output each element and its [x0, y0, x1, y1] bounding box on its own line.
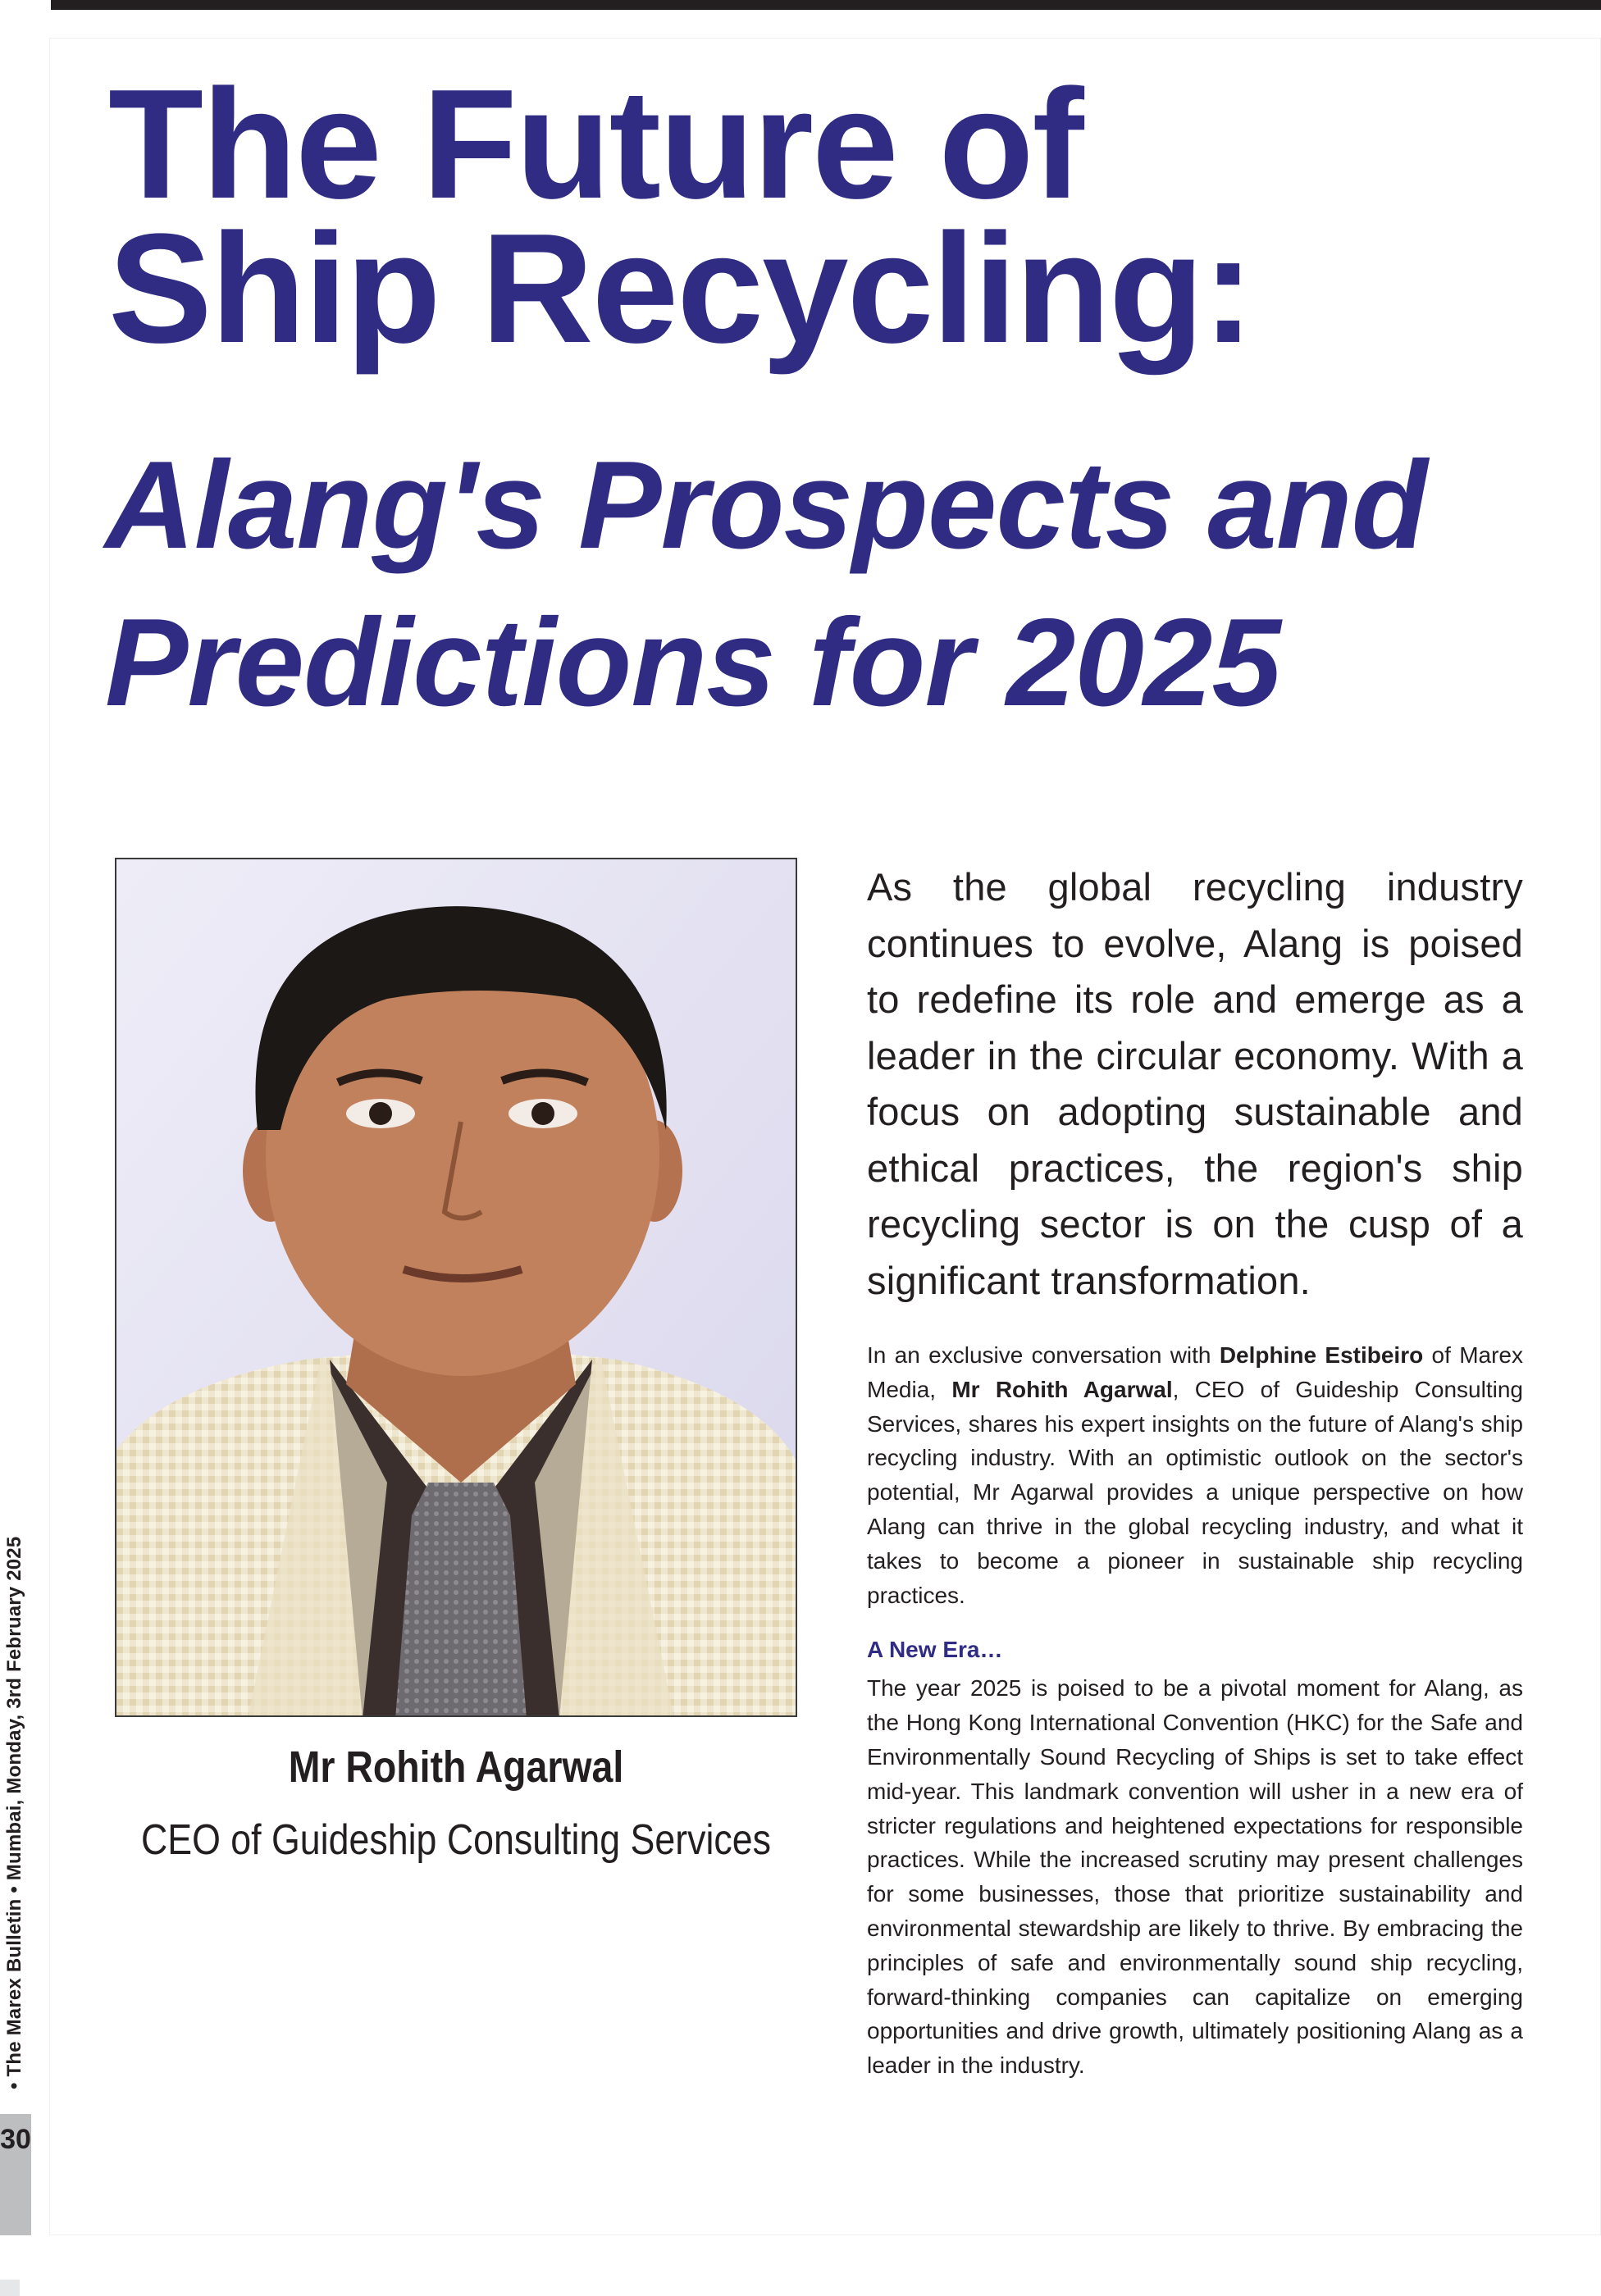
- title-line-1: The Future of: [108, 57, 1083, 231]
- page-number: 30: [0, 2124, 31, 2155]
- article-body-column: [867, 859, 1523, 2083]
- photo-caption-role: CEO of Guideship Consulting Services: [140, 1816, 772, 1864]
- body-paragraph-1: [867, 1338, 1523, 1612]
- interviewee-name: Mr Rohith Agarwal: [951, 1376, 1173, 1402]
- running-head: • The Marex Bulletin • Mumbai, Monday, 3rd February 2025: [3, 1536, 25, 2089]
- body-paragraph-2: The year 2025 is poised to be a pivotal moment for Alang, as the Hong Kong International Convention (HKC) for the Safe and Environmentally Sound Recycling of Ships is set to take effect mid-year. This landmark convention will usher in a new era of stricter regulations and heightened expectations for responsible practices. While the increased scrutiny may present challenges for some businesses, those that prioritize sustainability and environmental stewardship are likely to thrive. By embracing the principles of safe and environmentally sound ship recycling, forward-thinking companies can capitalize on emerging opportunities and drive growth, ultimately positioning Alang as a leader in the industry.: [867, 1675, 1523, 2079]
- photo-caption-name: Mr Rohith Agarwal: [288, 1742, 624, 1792]
- section-subhead: A New Era…: [867, 1637, 1003, 1663]
- corner-mark: [0, 2280, 20, 2296]
- interviewer-name: Delphine Estibeiro: [1219, 1342, 1424, 1368]
- top-rule: [51, 0, 1601, 10]
- title-line-2: Ship Recycling:: [108, 202, 1253, 376]
- portrait-photo: [115, 858, 797, 1717]
- subtitle-line-2: Predictions for 2025: [105, 593, 1280, 732]
- article-title: [108, 57, 1552, 376]
- subtitle-line-1: Alang's Prospects and: [105, 435, 1427, 575]
- article-subtitle: [105, 426, 1565, 741]
- portrait-illustration: [116, 859, 797, 1717]
- intro-paragraph: As the global recycling industry continues to evolve, Alang is poised to redefine its role and emerge as a leader in the circular economy. With a focus on adopting sustainable and ethical practices, the region's ship recycling sector is on the cusp of a significant transformation.: [867, 865, 1523, 1302]
- body-p1-text-1: In an exclusive conversation with: [867, 1342, 1220, 1368]
- body-p1-text-2: of Marex Media,: [867, 1342, 1523, 1402]
- body-p1-text-3: , CEO of Guideship Consulting Services, shares his expert insights on the future of Alang's ship recycling industry. With an optimistic outlook on the sector's potential, Mr Agarwal provides a unique perspective on how Alang can thrive in the global recycling industry, and what it takes to become a pioneer in sustainable ship recycling practices.: [867, 1376, 1523, 1608]
